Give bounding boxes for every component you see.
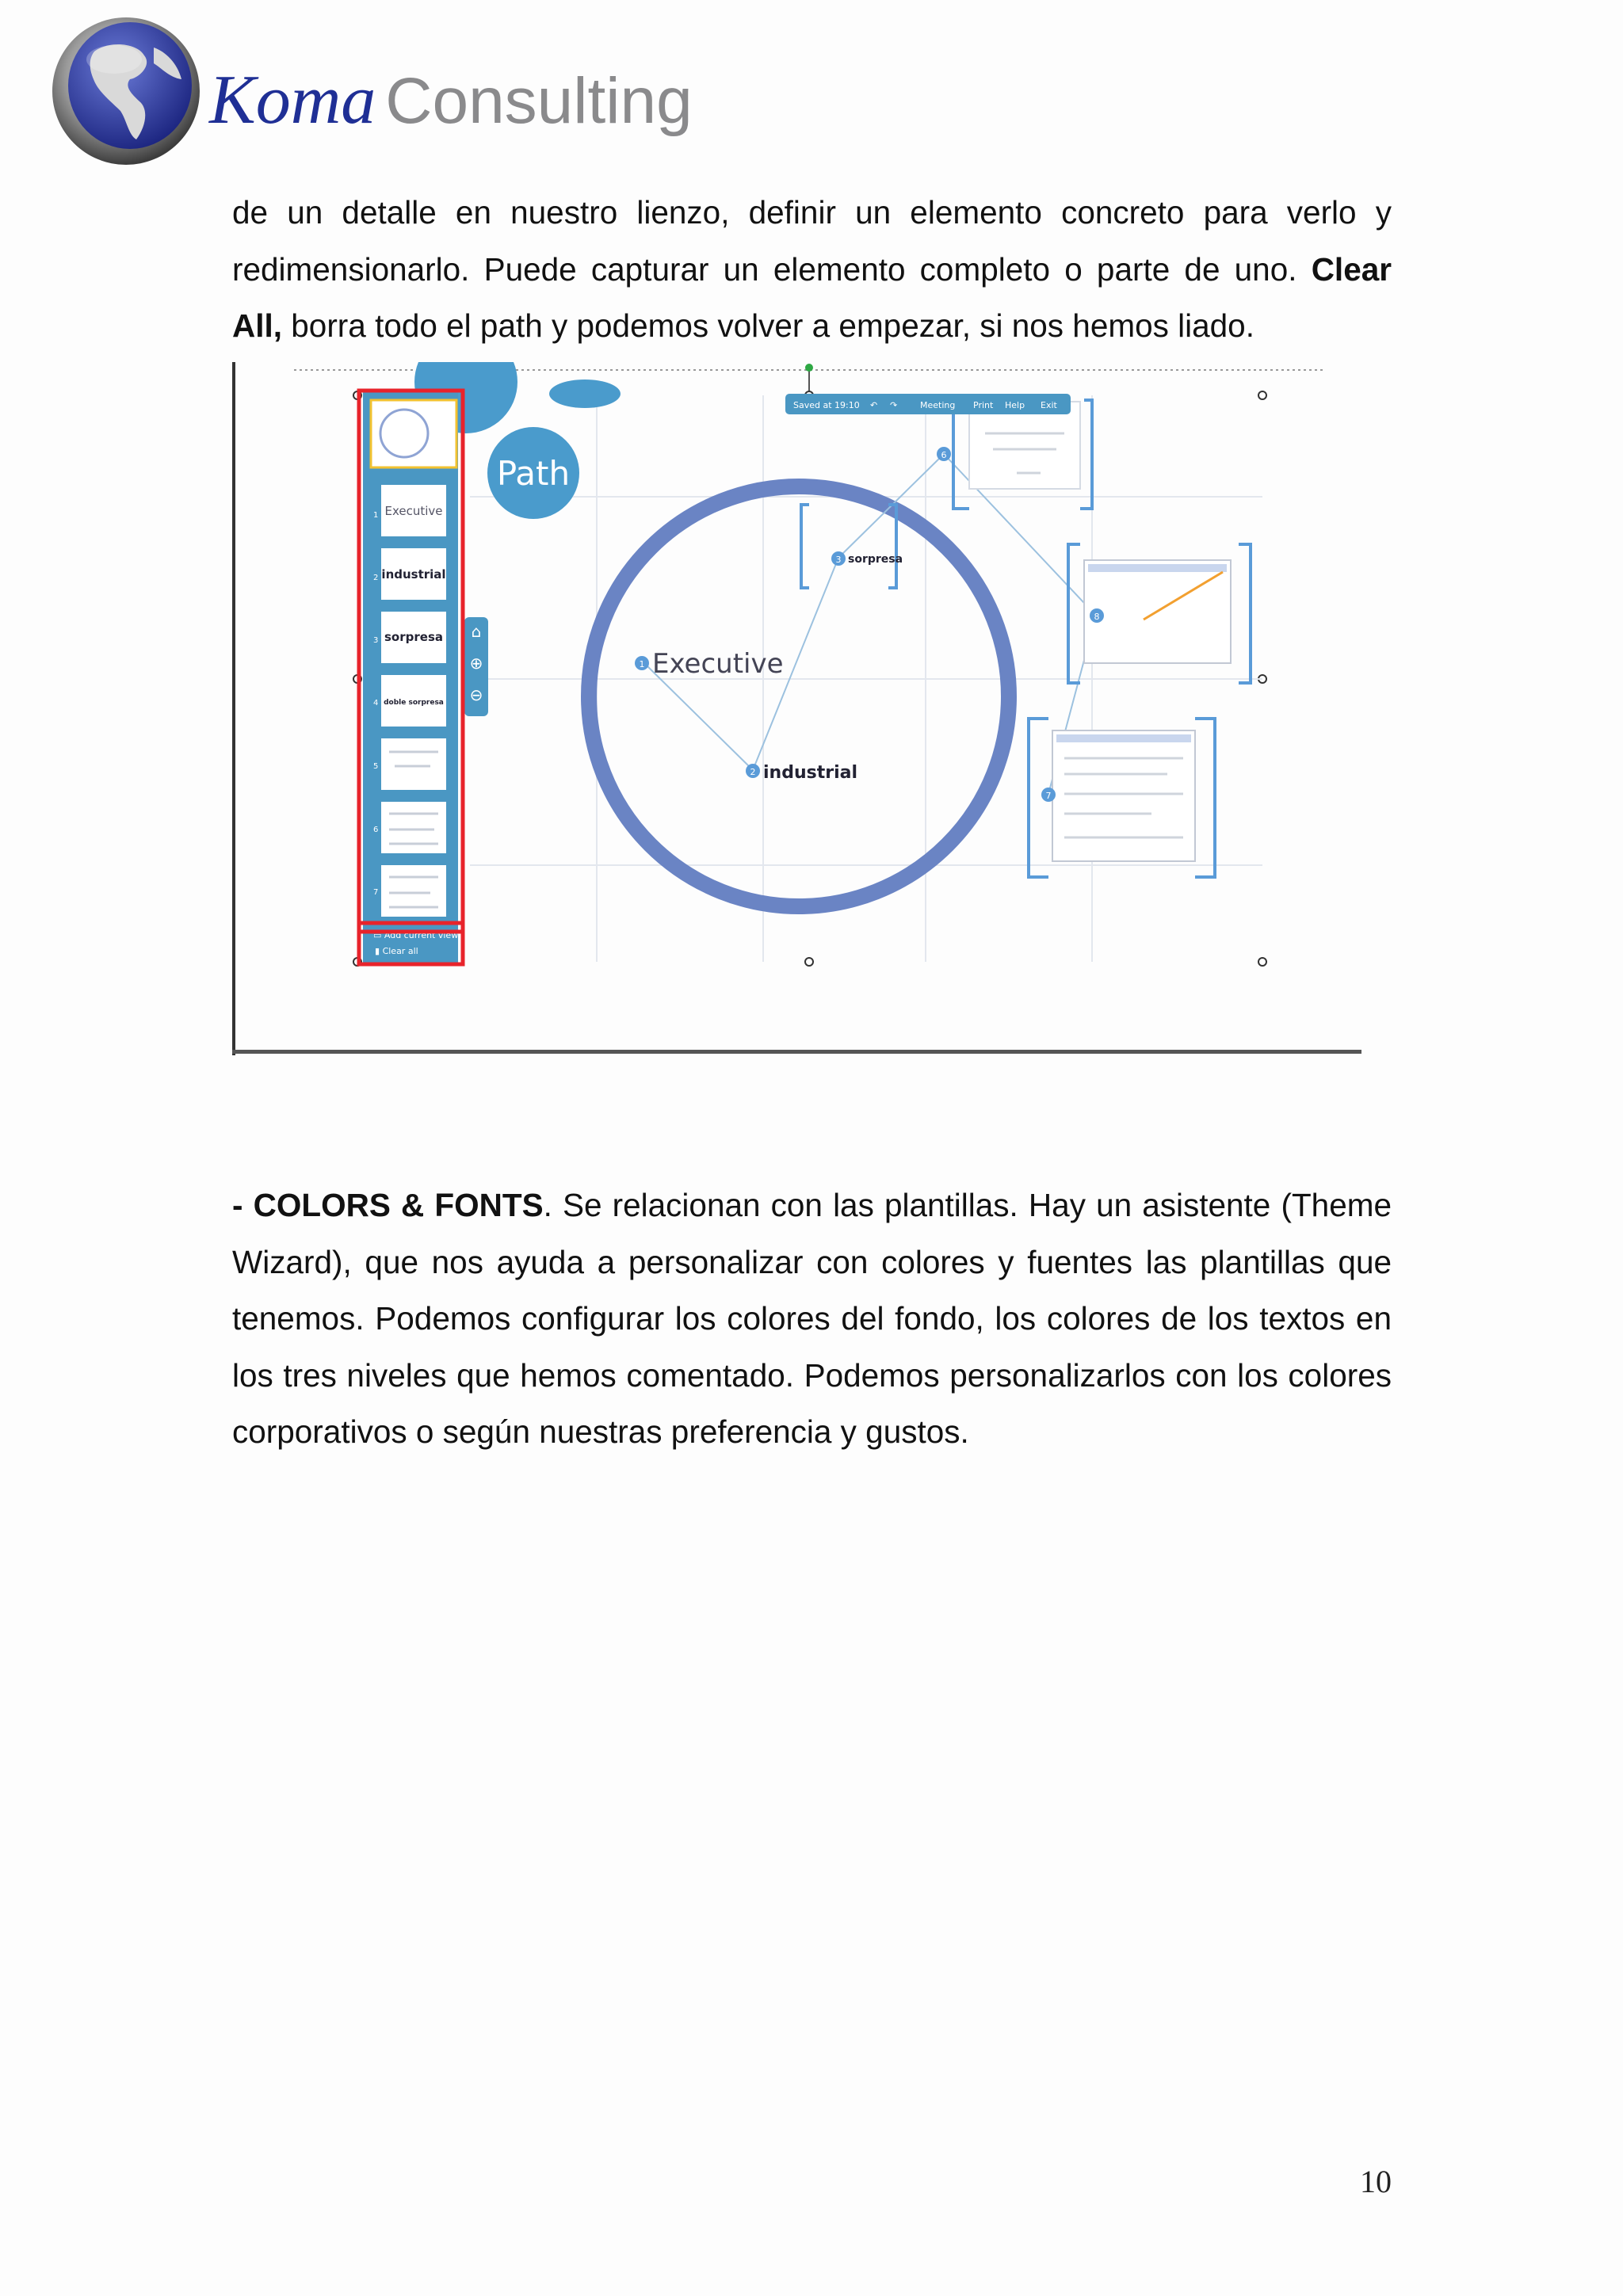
node-number: 2 [750,767,756,777]
canvas-doc-thumbnail [1052,730,1195,861]
node-number: 7 [1045,791,1052,801]
thumb-number: 2 [373,574,379,582]
prezi-path-screenshot [232,362,1361,1055]
thumb-label: Executive [384,504,443,518]
globe-logo-icon [51,16,201,166]
zoom-out-icon[interactable]: ⊖ [469,685,483,704]
zoom-in-icon[interactable]: ⊕ [469,654,483,673]
toolbar-items [793,400,1058,410]
clear-all-term: Clear All, [232,250,1392,344]
sidebar-thumb-5[interactable] [381,738,446,790]
sidebar-thumb-7[interactable] [381,865,446,917]
paragraph-text: borra todo el path y podemos volver a empezar, si nos hemos liado. [282,307,1254,344]
doc-thumb-bar [1088,564,1227,572]
thumb-number: 7 [373,888,379,897]
thumb-number: 6 [373,826,379,834]
thumb-number: 5 [373,762,379,771]
colors-fonts-heading: - COLORS & FONTS [232,1187,544,1223]
redo-icon[interactable]: ↷ [890,400,898,410]
add-current-view-button[interactable]: ▭ Add current view [373,930,459,940]
saved-status: Saved at 19:10 [793,400,860,410]
thumb-label: doble sorpresa [384,699,444,707]
rotate-handle[interactable] [805,364,813,372]
meeting-button[interactable]: Meeting [920,400,956,410]
path-bubble-label: Path [496,454,571,493]
paragraph-text: de un detalle en nuestro lienzo, definir un elemento concreto para verlo y redimensionarlo. Puede capturar un elemento completo o parte de uno. [232,194,1392,288]
brand-consulting: Consulting [385,65,693,137]
help-button[interactable]: Help [1005,400,1025,410]
brand-koma: Koma [209,62,376,139]
page-number: 10 [1360,2164,1392,2199]
thumb-number: 1 [373,511,379,520]
paragraph-text: . Se relacionan con las plantillas. Hay un asistente (Theme Wizard), que nos ayuda a personalizar con colores y fuentes las plantillas que tenemos. Podemos configurar los colores del fondo, los colores de los textos en los tres niveles que hemos comentado. Podemos personalizarlos con los colores corporativos o según nuestras preferencia y gustos. [232,1187,1392,1450]
decorative-bubble [549,379,621,408]
node-number: 3 [835,555,842,565]
canvas-circle-frame [589,486,1009,906]
print-button[interactable]: Print [973,400,994,410]
brand-name [209,60,693,140]
node-number: 1 [639,659,645,669]
paragraph-path-tools [232,185,1392,355]
thumb-number: 4 [373,699,379,707]
doc-thumb-bar [1056,734,1191,742]
thumb-label: sorpresa [384,630,443,644]
paragraph-colors-fonts [232,1177,1392,1461]
node-number: 6 [941,450,947,460]
node-number: 8 [1094,612,1100,622]
node-label-executive: Executive [652,648,784,680]
thumb-number: 3 [373,636,379,645]
undo-icon[interactable]: ↶ [870,400,878,410]
sidebar-thumb-6[interactable] [381,802,446,853]
company-logo [51,16,748,166]
home-icon[interactable]: ⌂ [471,622,482,641]
node-label-sorpresa: sorpresa [848,553,903,566]
node-label-industrial: industrial [763,763,858,783]
sidebar-thumbnails [373,485,446,917]
sidebar-overview-thumb[interactable] [371,400,456,467]
thumb-label: industrial [381,567,446,582]
clear-all-button[interactable]: ▮ Clear all [375,946,418,956]
canvas-doc-thumbnail [969,402,1080,489]
screenshot-canvas [232,362,1361,1055]
exit-button[interactable]: Exit [1041,400,1057,410]
